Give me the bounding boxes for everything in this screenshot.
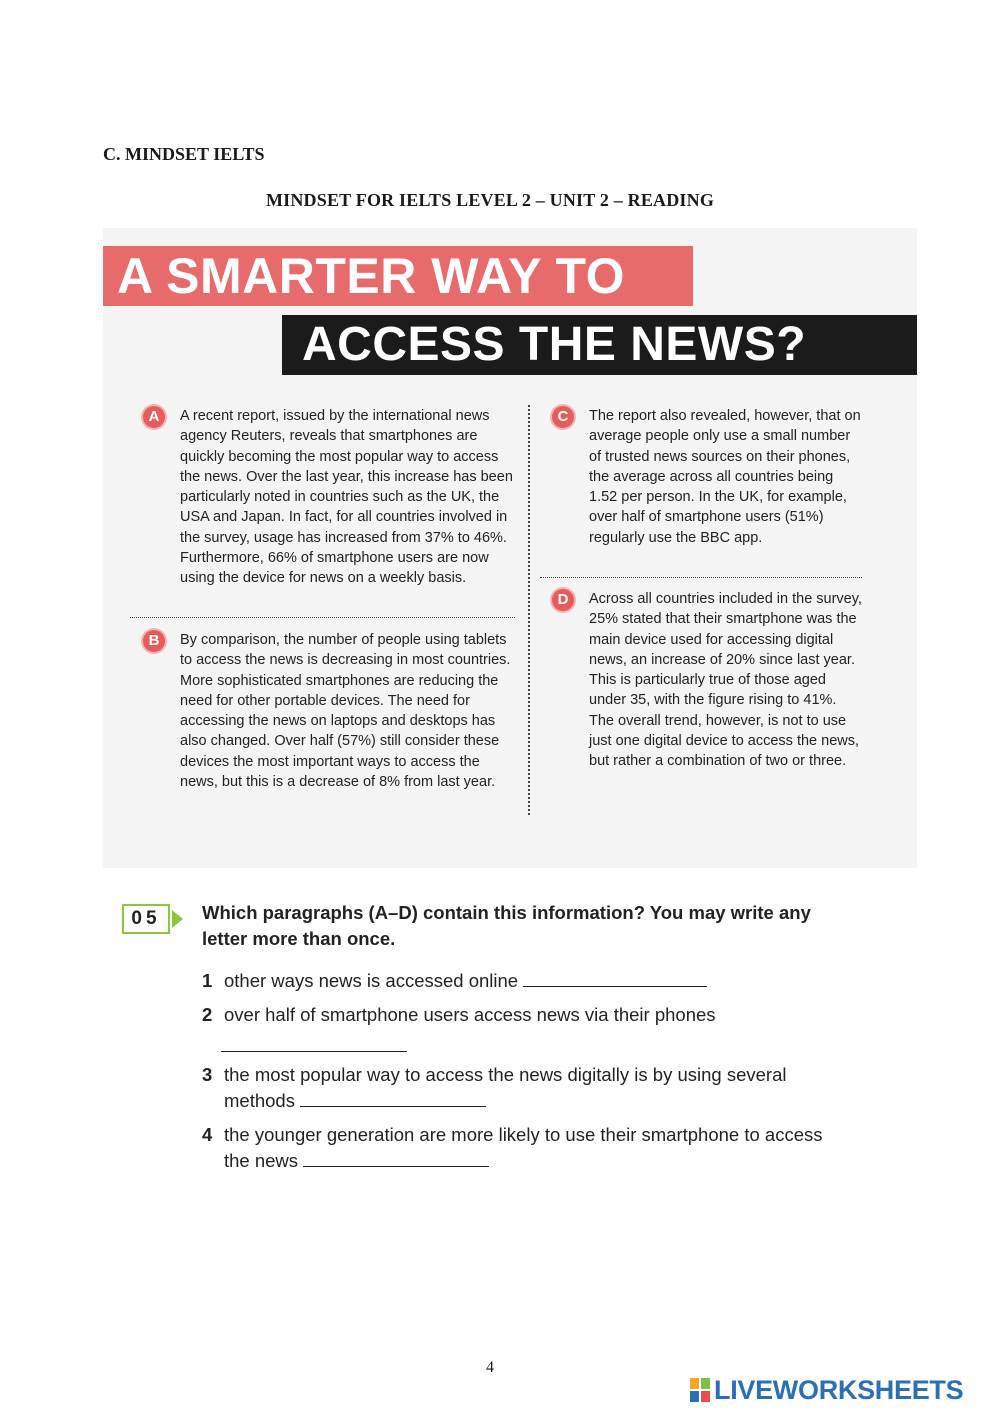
divider-a-b — [130, 617, 515, 618]
column-divider — [528, 405, 530, 815]
paragraph-a-text: A recent report, issued by the international news agency Reuters, reveals that smartphones are quickly becoming the most popular way to access the news. Over the last year, this increase has been particularly noted in countries such as the UK, the USA and Japan. In fact, for all countries involved in the survey, usage has increased from 37% to 46%. Furthermore, 66% of smartphone users are now using the device for news on a weekly basis. — [180, 408, 513, 587]
watermark-text: LIVEWORKSHEETS — [714, 1375, 964, 1405]
paragraph-b — [180, 630, 515, 792]
question-text: other ways news is accessed online — [224, 970, 519, 991]
article-title-line-2: ACCESS THE NEWS? — [282, 315, 917, 375]
section-heading: C. MINDSET IELTS — [103, 144, 265, 164]
question-number: 2 — [202, 1004, 213, 1025]
paragraph-d-letter: D — [552, 589, 574, 611]
exercise-badge — [122, 904, 186, 934]
divider-c-d — [540, 577, 862, 578]
paragraph-b-letter: B — [143, 630, 165, 652]
answer-blank-1[interactable] — [523, 968, 707, 987]
exercise-number: 05 — [122, 904, 170, 934]
answer-blank-4[interactable] — [303, 1148, 489, 1167]
question-number: 1 — [202, 970, 213, 991]
paragraph-d-text: Across all countries included in the survey, 25% stated that their smartphone was the main device used for accessing digital news, an increase of 20% since last year. This is particularly true of those aged under 35, with the figure rising to 41%. The overall trend, however, is not to use just one digital device to access the news, but rather a combination of two or three. — [589, 591, 862, 770]
arrow-right-icon — [172, 910, 183, 928]
question-text: the most popular way to access the news digitally is by using several methods — [224, 1064, 787, 1111]
question-row — [224, 1002, 824, 1028]
exercise-instruction: Which paragraphs (A–D) contain this information? You may write any letter more than once. — [202, 902, 811, 949]
liveworksheets-logo-icon — [690, 1378, 712, 1404]
question-text: over half of smartphone users access news via their phones — [224, 1004, 716, 1025]
paragraph-d — [589, 589, 864, 772]
unit-heading: MINDSET FOR IELTS LEVEL 2 – UNIT 2 – READING — [265, 190, 715, 210]
question-row — [224, 1122, 852, 1174]
article-title-line-1: A SMARTER WAY TO — [103, 246, 693, 306]
question-number: 3 — [202, 1064, 213, 1085]
answer-blank-3[interactable] — [300, 1088, 486, 1107]
question-text: the younger generation are more likely to use their smartphone to access the news — [224, 1124, 823, 1171]
paragraph-c-text: The report also revealed, however, that on average people only use a small number of trusted news sources on their phones, the average across all countries being 1.52 per person. In the UK, for example, over half of smartphone users (51%) regularly use the BBC app. — [589, 408, 861, 546]
paragraph-b-text: By comparison, the number of people using tablets to access the news is decreasing in most countries. More sophisticated smartphones are reducing the need for other portable devices. The need for accessing the news on laptops and desktops has also changed. Over half (57%) still consider these devices the most important ways to access the news, but this is a decrease of 8% from last year. — [180, 632, 511, 791]
answer-blank-2[interactable] — [221, 1033, 407, 1052]
paragraph-a — [180, 406, 515, 589]
question-number: 4 — [202, 1124, 213, 1145]
paragraph-a-letter: A — [143, 406, 165, 428]
page-number: 4 — [486, 1359, 494, 1376]
paragraph-c-letter: C — [552, 406, 574, 428]
watermark — [690, 1375, 990, 1407]
paragraph-c — [589, 406, 864, 548]
question-row — [224, 968, 707, 994]
question-row — [224, 1062, 852, 1114]
